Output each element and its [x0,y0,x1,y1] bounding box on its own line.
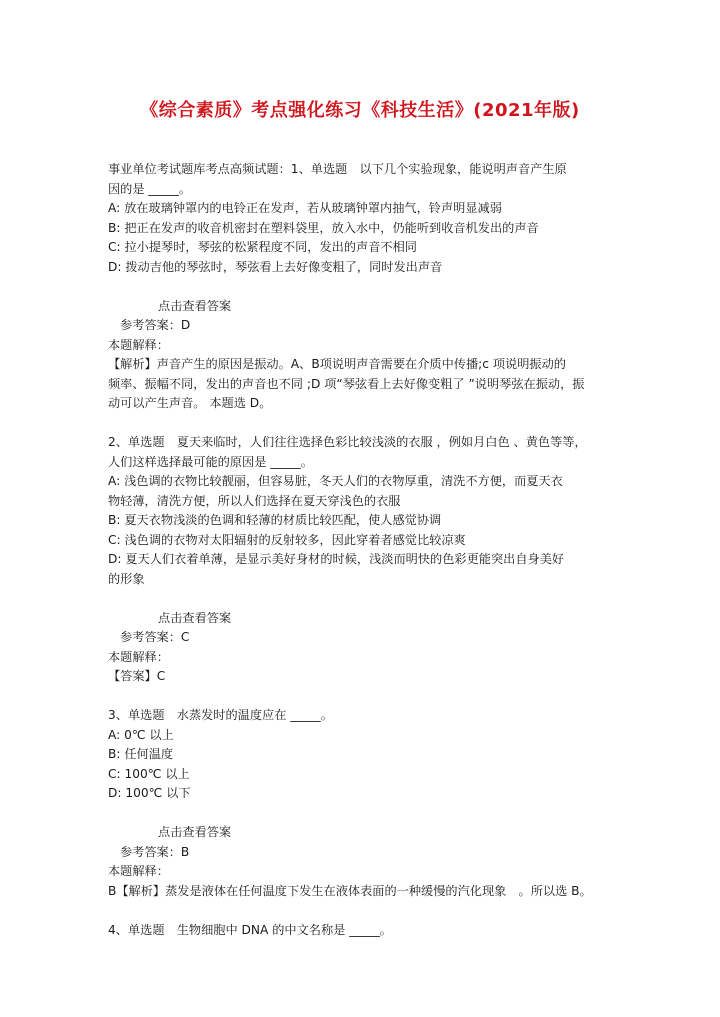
explanation-line: 【解析】声音产生的原因是振动。A、B项说明声音需要在介质中传播;c 项说明振动的 [108,357,566,371]
explanation-label: 本题解释： [108,337,169,352]
option-d: D: 拨动吉他的琴弦时，琴弦看上去好像变粗了，同时发出声音 [108,259,443,274]
option-a: A: 放在玻璃钟罩内的电铃正在发声，若从玻璃钟罩内抽气，铃声明显减弱 [108,201,502,215]
reference-answer: 参考答案：C [120,630,190,644]
view-answer-link[interactable]: 点击查看答案 [158,825,232,839]
question-3 [108,706,616,901]
question-list [108,160,616,940]
option-a-continued: 物轻薄，清洗方便，所以人们选择在夏天穿浅色的衣服 [108,493,401,508]
explanation-line: 动可以产生声音。 本题选 D。 [108,396,272,410]
question-text-line: 因的是 _____。 [108,181,192,196]
question-text-line: 3、单选题 水蒸发时的温度应在 _____。 [108,708,333,722]
explanation-line: B【解析】蒸发是液体在任何温度下发生在液体表面的一种缓慢的汽化现象 。所以选 B。 [108,883,592,898]
reference-answer: 参考答案：B [120,844,190,859]
option-c: C: 浅色调的衣物对太阳辐射的反射较多，因此穿着者感觉比较凉爽 [108,532,466,547]
option-b: B: 把正在发声的收音机密封在塑料袋里，放入水中，仍能听到收音机发出的声音 [108,220,539,235]
option-d-continued: 的形象 [108,571,145,586]
option-d: D: 100℃ 以下 [108,786,191,800]
option-c: C: 100℃ 以上 [108,766,190,781]
explanation-label: 本题解释： [108,649,169,664]
explanation-label: 本题解释： [108,864,169,878]
option-c: C: 拉小提琴时，琴弦的松紧程度不同，发出的声音不相同 [108,240,417,254]
option-b: B: 任何温度 [108,747,174,761]
option-d: D: 夏天人们衣着单薄，是显示美好身材的时候，浅淡而明快的色彩更能突出自身美好 [108,552,565,566]
option-a: A: 0℃ 以上 [108,727,174,742]
reference-answer: 参考答案：D [120,318,191,332]
explanation-line: 频率、振幅不同，发出的声音也不同 ;D 项“琴弦看上去好像变粗了 ”说明琴弦在振动，振 [108,376,585,391]
question-text-line: 2、单选题 夏天来临时，人们往往选择色彩比较浅淡的衣服 ，例如月白色 、黄色等等， [108,435,587,449]
question-1 [108,160,616,414]
view-answer-link[interactable]: 点击查看答案 [158,298,232,313]
question-2 [108,433,616,687]
question-text-line: 事业单位考试题库考点高频试题：1、单选题 以下几个实验现象，能说明声音产生原 [108,162,567,176]
document-title: 《综合素质》考点强化练习《科技生活》(2021年版) [140,100,580,121]
option-b: B: 夏天衣物浅淡的色调和轻薄的材质比较匹配，使人感觉协调 [108,513,442,527]
question-text-line: 人们这样选择最可能的原因是 _____。 [108,454,313,469]
option-a: A: 浅色调的衣物比较靓丽，但容易脏，冬天人们的衣物厚重，清洗不方便，而夏天衣 [108,474,563,488]
question-4 [108,921,616,941]
explanation-line: 【答案】C [108,669,166,683]
view-answer-link[interactable]: 点击查看答案 [158,610,232,625]
question-text-line: 4、单选题 生物细胞中 DNA 的中文名称是 _____。 [108,922,392,937]
